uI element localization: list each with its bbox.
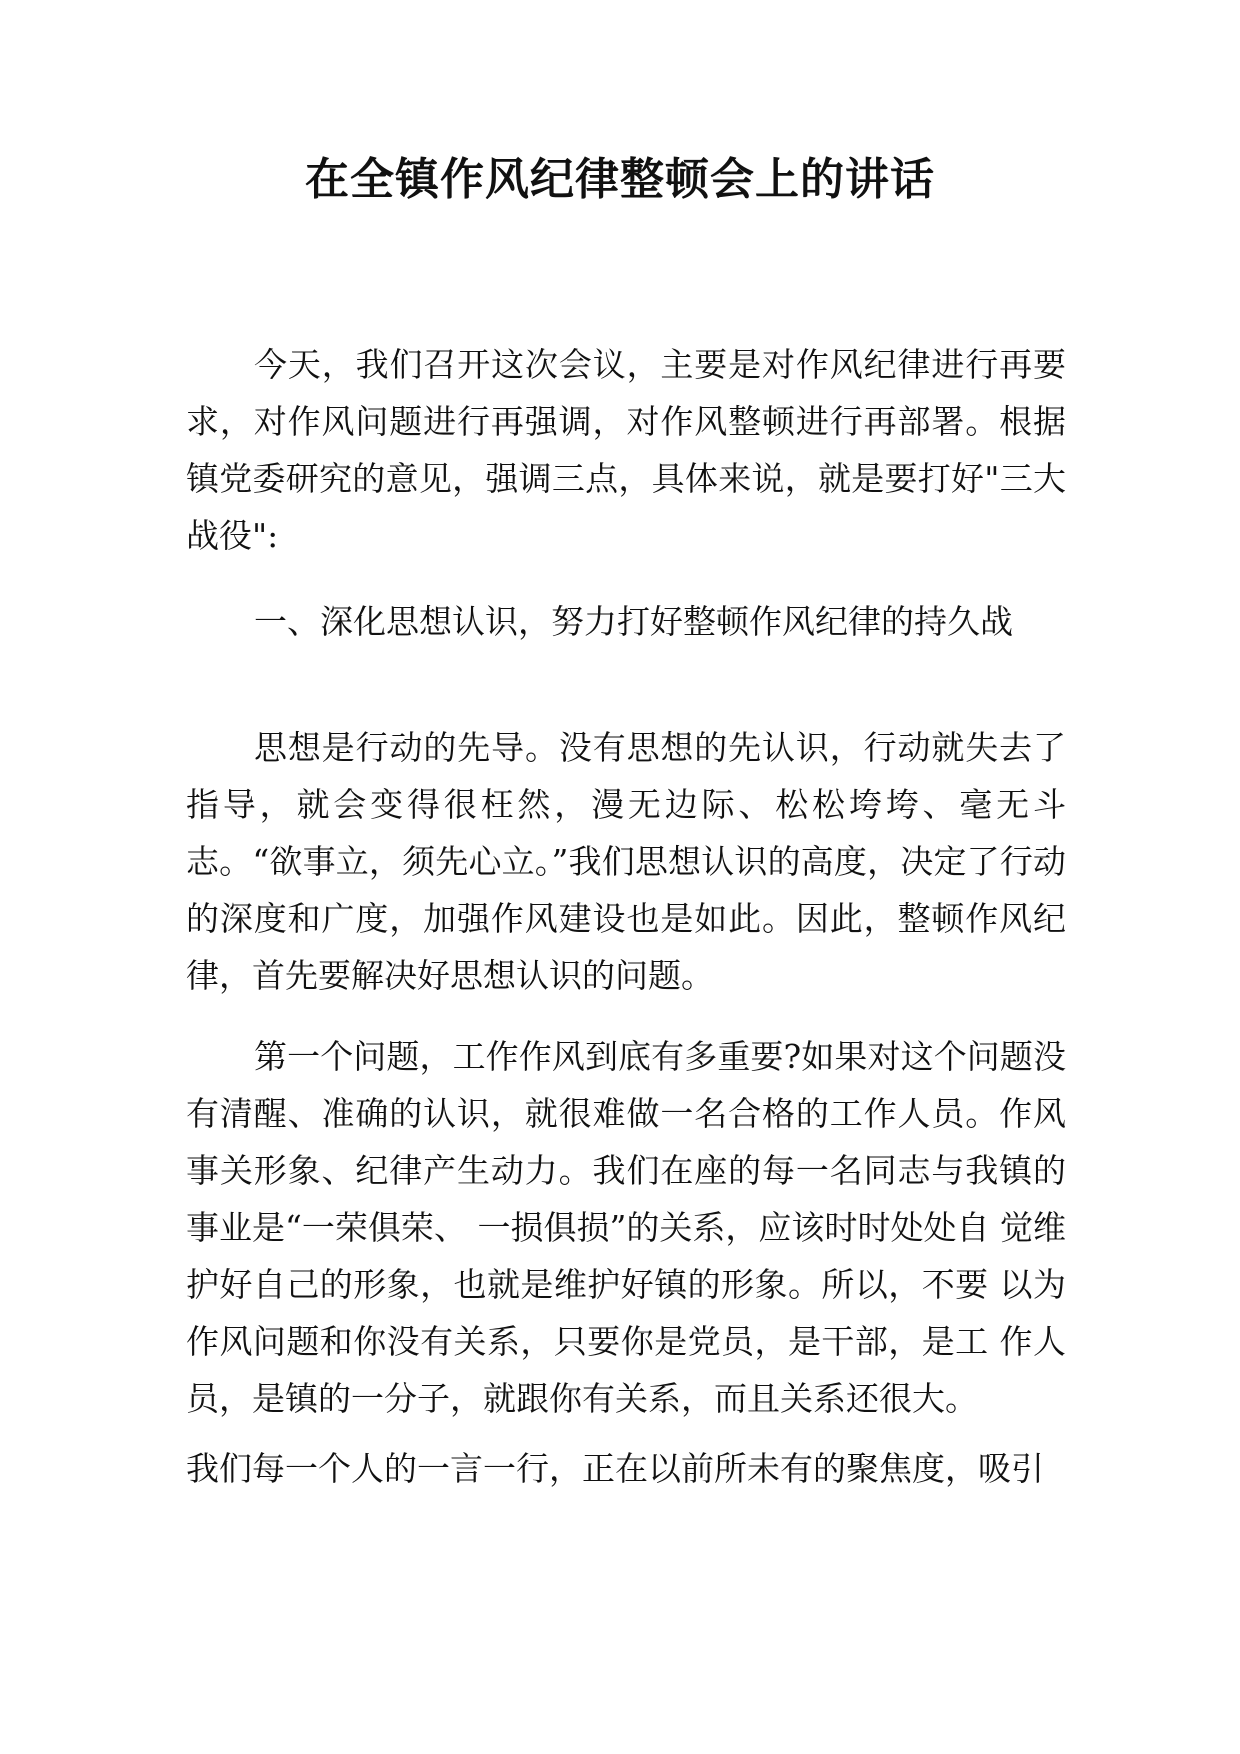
section-heading-one: 一、深化思想认识，努力打好整顿作风纪律的持久战 bbox=[254, 602, 1013, 641]
paragraph-thought-guidance: 思想是行动的先导。没有思想的先认识，行动就失去了指导，就会变得很枉然，漫无边际、松松垮垮、毫无斗志。“欲事立，须先心立。”我们思想认识的高度，决定了行动的深度和广度，加强作风建设也是如此。因此，整顿作风纪律，首先要解决好思想认识的问题。 bbox=[186, 728, 1066, 995]
paragraph-first-question: 第一个问题，工作作风到底有多重要?如果对这个问题没有清醒、准确的认识，就很难做一名合格的工作人员。作风事关形象、纪律产生动力。我们在座的每一名同志与我镇的事业是“一荣俱荣、 一损俱损”的关系，应该时时处处自 觉维护好自己的形象，也就是维护好镇的形象。所以，不要 以为作风问题和你没有关系，只要你是党员，是干部，是工 作人员，是镇的一分子，就跟你有关系，而且关系还很大。 bbox=[186, 1037, 1066, 1418]
paragraph-continuation: 我们每一个人的一言一行，正在以前所未有的聚焦度，吸引 bbox=[186, 1449, 1044, 1488]
document-title: 在全镇作风纪律整顿会上的讲话 bbox=[305, 154, 935, 205]
paragraph-opening: 今天，我们召开这次会议，主要是对作风纪律进行再要求，对作风问题进行再强调，对作风整顿进行再部署。根据镇党委研究的意见，强调三点，具体来说，就是要打好"三大战役": bbox=[186, 345, 1066, 555]
